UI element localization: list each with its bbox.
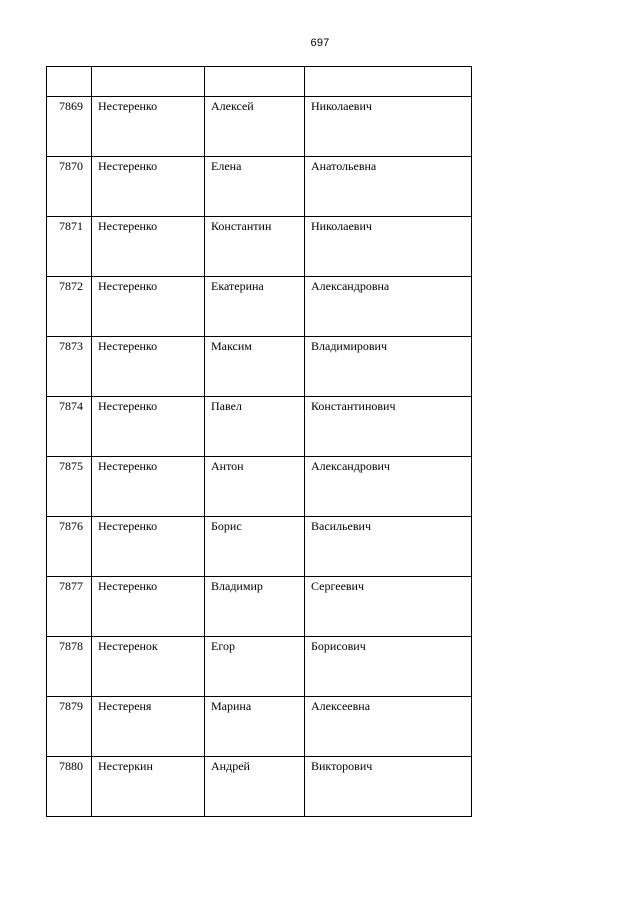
first-name-cell: Борис	[205, 517, 305, 577]
record-number: 7874	[47, 397, 92, 457]
surname-cell: Нестеркин	[92, 757, 205, 817]
record-number: 7871	[47, 217, 92, 277]
patronymic-cell: Борисович	[305, 637, 472, 697]
patronymic-cell: Сергеевич	[305, 577, 472, 637]
surname-cell: Нестеренко	[92, 157, 205, 217]
record-number: 7875	[47, 457, 92, 517]
surname-cell: Нестеренко	[92, 397, 205, 457]
table-row	[47, 457, 472, 517]
table-row	[47, 217, 472, 277]
first-name-cell: Антон	[205, 457, 305, 517]
registry-table	[46, 66, 472, 817]
page-number: 697	[310, 37, 330, 49]
patronymic-cell: Анатольевна	[305, 157, 472, 217]
table-row	[47, 697, 472, 757]
patronymic-cell: Николаевич	[305, 217, 472, 277]
first-name-cell: Константин	[205, 217, 305, 277]
table-row	[47, 157, 472, 217]
record-number: 7869	[47, 97, 92, 157]
first-name-cell: Павел	[205, 397, 305, 457]
first-name-cell: Марина	[205, 697, 305, 757]
header-cell-patronymic	[305, 67, 472, 97]
first-name-cell: Егор	[205, 637, 305, 697]
record-number: 7873	[47, 337, 92, 397]
patronymic-cell: Викторович	[305, 757, 472, 817]
surname-cell: Нестеренко	[92, 277, 205, 337]
table-row	[47, 277, 472, 337]
surname-cell: Нестеренок	[92, 637, 205, 697]
table-row	[47, 337, 472, 397]
first-name-cell: Алексей	[205, 97, 305, 157]
first-name-cell: Екатерина	[205, 277, 305, 337]
patronymic-cell: Александровна	[305, 277, 472, 337]
surname-cell: Нестеренко	[92, 517, 205, 577]
table-row	[47, 577, 472, 637]
patronymic-cell: Николаевич	[305, 97, 472, 157]
record-number: 7872	[47, 277, 92, 337]
first-name-cell: Елена	[205, 157, 305, 217]
patronymic-cell: Константинович	[305, 397, 472, 457]
first-name-cell: Максим	[205, 337, 305, 397]
record-number: 7880	[47, 757, 92, 817]
table-header-row	[47, 67, 472, 97]
patronymic-cell: Васильевич	[305, 517, 472, 577]
record-number: 7877	[47, 577, 92, 637]
table-row	[47, 397, 472, 457]
patronymic-cell: Алексеевна	[305, 697, 472, 757]
record-number: 7879	[47, 697, 92, 757]
table-row	[47, 97, 472, 157]
header-cell-name	[205, 67, 305, 97]
first-name-cell: Владимир	[205, 577, 305, 637]
first-name-cell: Андрей	[205, 757, 305, 817]
table-row	[47, 757, 472, 817]
surname-cell: Нестереня	[92, 697, 205, 757]
surname-cell: Нестеренко	[92, 337, 205, 397]
record-number: 7876	[47, 517, 92, 577]
table-row	[47, 637, 472, 697]
header-cell-number	[47, 67, 92, 97]
record-number: 7878	[47, 637, 92, 697]
surname-cell: Нестеренко	[92, 217, 205, 277]
table-row	[47, 517, 472, 577]
surname-cell: Нестеренко	[92, 97, 205, 157]
surname-cell: Нестеренко	[92, 577, 205, 637]
record-number: 7870	[47, 157, 92, 217]
registry-table-body	[47, 67, 472, 817]
header-cell-surname	[92, 67, 205, 97]
patronymic-cell: Владимирович	[305, 337, 472, 397]
patronymic-cell: Александрович	[305, 457, 472, 517]
surname-cell: Нестеренко	[92, 457, 205, 517]
